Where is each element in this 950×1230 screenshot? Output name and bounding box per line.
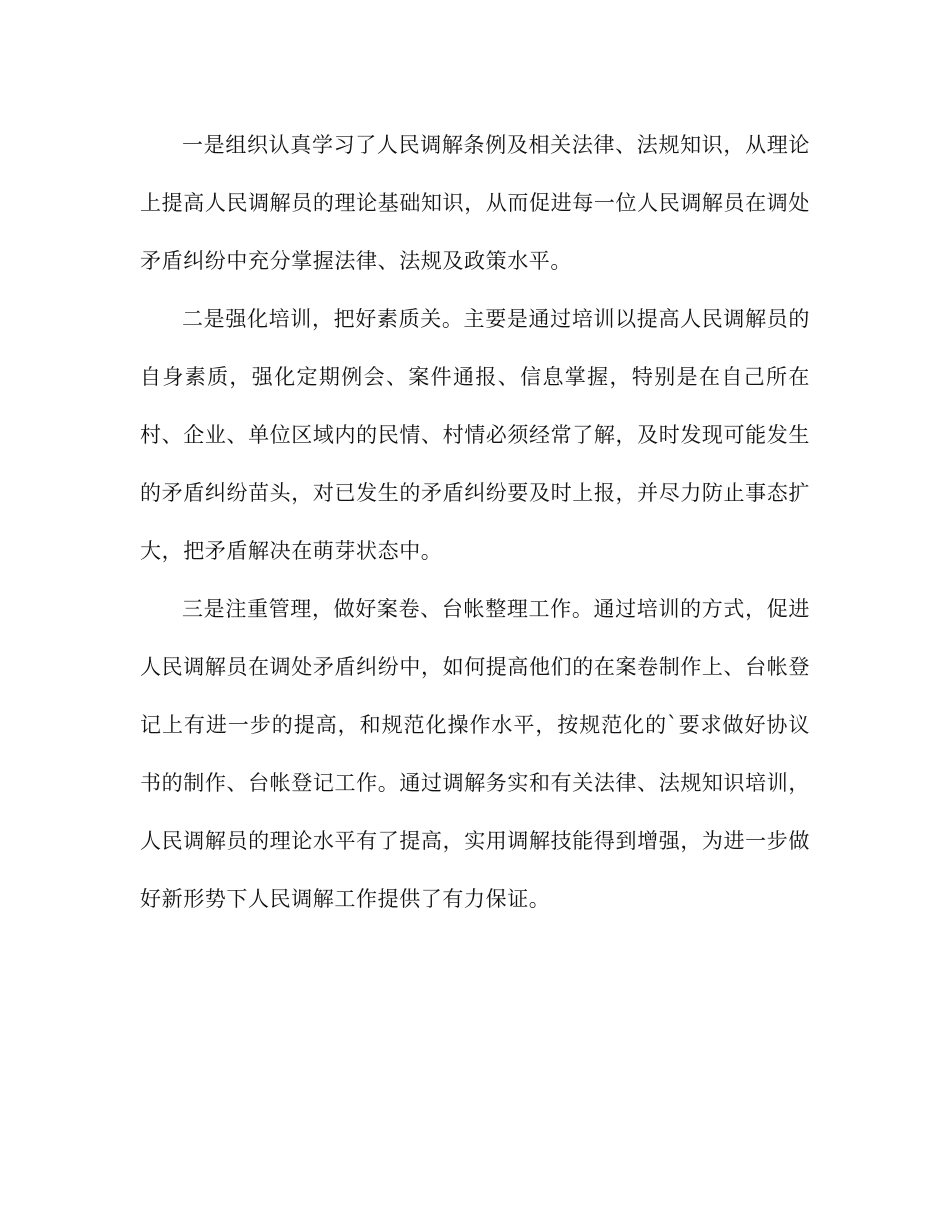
paragraph-1: 一是组织认真学习了人民调解条例及相关法律、法规知识，从理论上提高人民调解员的理论基础知识，从而促进每一位人民调解员在调处矛盾纠纷中充分掌握法律、法规及政策水平。	[140, 133, 810, 273]
paragraph-2: 二是强化培训，把好素质关。主要是通过培训以提高人民调解员的自身素质，强化定期例会、案件通报、信息掌握，特别是在自己所在村、企业、单位区域内的民情、村情必须经常了解，及时发现可能发生的矛盾纠纷苗头，对已发生的矛盾纠纷要及时上报，并尽力防止事态扩大，把矛盾解决在萌芽状态中。	[140, 307, 810, 563]
paragraph-3: 三是注重管理，做好案卷、台帐整理工作。通过培训的方式，促进人民调解员在调处矛盾纠纷中，如何提高他们的在案卷制作上、台帐登记上有进一步的提高，和规范化操作水平，按规范化的`要求做好协议书的制作、台帐登记工作。通过调解务实和有关法律、法规知识培训，人民调解员的理论水平有了提高，实用调解技能得到增强，为进一步做好新形势下人民调解工作提供了有力保证。	[140, 597, 810, 911]
document-body	[140, 116, 810, 928]
